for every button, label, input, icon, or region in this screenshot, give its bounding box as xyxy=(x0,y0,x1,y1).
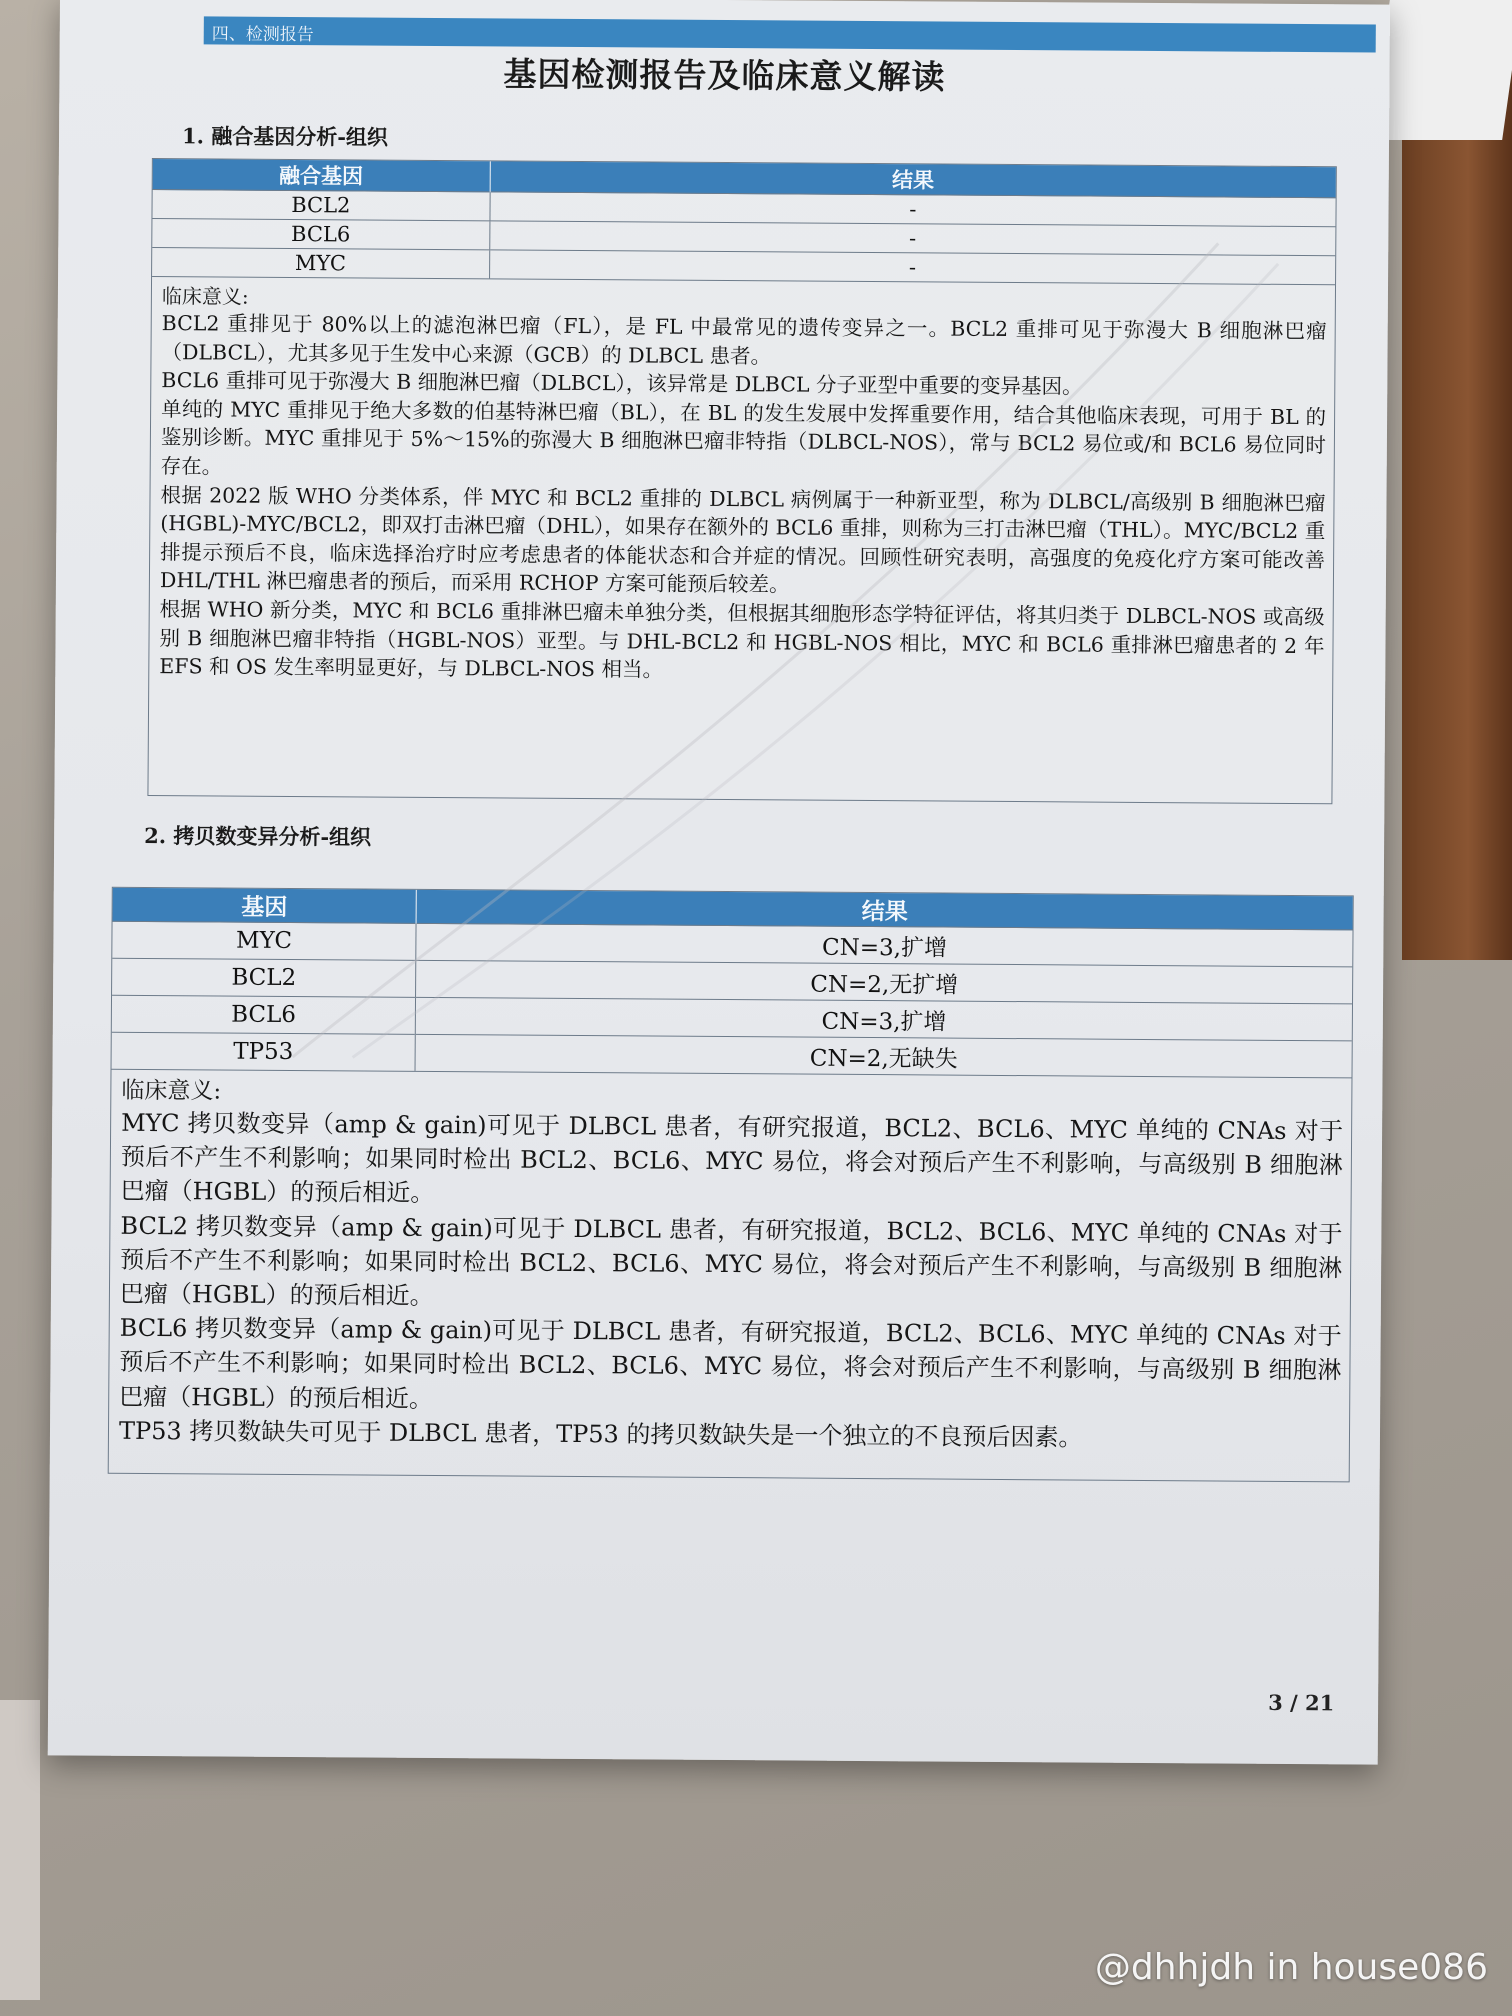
photo-credit: @dhhjdh in house086 xyxy=(1094,1947,1488,1988)
cnv-heading: 2. 拷贝数变异分析-组织 xyxy=(144,822,372,850)
page-content xyxy=(88,0,1350,1764)
page-number: 3 / 21 xyxy=(1268,1689,1335,1716)
result-cell: - xyxy=(489,250,1335,284)
fusion-section-box xyxy=(147,158,1336,804)
gene-cell: BCL6 xyxy=(152,219,489,250)
section-label: 四、检测报告 xyxy=(211,24,314,46)
gene-cell: BCL6 xyxy=(112,995,416,1034)
cnv-table xyxy=(112,888,1353,1078)
fusion-heading: 1. 融合基因分析-组织 xyxy=(181,123,389,150)
shoe-corner xyxy=(0,1700,40,2000)
paragraph: BCL2 重排见于 80%以上的滤泡淋巴瘤（FL），是 FL 中最常见的遗传变异之一。BCL2 重排可见于弥漫大 B 细胞淋巴瘤（DLBCL），尤其多见于生发中心来源（GCB）的 DLBCL 患者。 xyxy=(161,311,1327,368)
gene-cell: MYC xyxy=(112,921,416,960)
column-header-gene: 基因 xyxy=(113,888,417,924)
result-cell: CN=3,扩增 xyxy=(416,923,1352,967)
gene-cell: BCL2 xyxy=(112,958,416,997)
result-cell: CN=3,扩增 xyxy=(416,997,1352,1041)
paragraph: MYC 拷贝数变异（amp & gain)可见于 DLBCL 患者，有研究报道，BCL2、BCL6、MYC 单纯的 CNAs 对于预后不产生不利影响；如果同时检出 BCL2、BCL6、MYC 易位，将会对预后产生不利影响，与高级别 B 细胞淋巴瘤（HGBL）的预后相近。 xyxy=(120,1108,1344,1208)
wooden-table-edge xyxy=(1402,60,1512,960)
result-cell: CN=2,无扩增 xyxy=(416,960,1352,1004)
significance-label: 临床意义: xyxy=(121,1077,222,1105)
significance-label: 临床意义: xyxy=(161,284,249,309)
column-header-result: 结果 xyxy=(490,161,1336,197)
page-title: 基因检测报告及临床意义解读 xyxy=(503,54,946,97)
fusion-table xyxy=(152,159,1336,284)
paragraph: BCL6 重排可见于弥漫大 B 细胞淋巴瘤（DLBCL），该异常是 DLBCL 分子亚型中重要的变异基因。 xyxy=(161,368,1083,399)
report-page xyxy=(48,0,1390,1765)
cnv-section-box xyxy=(108,887,1354,1483)
column-header-gene: 融合基因 xyxy=(153,159,490,192)
result-cell: CN=2,无缺失 xyxy=(415,1034,1351,1077)
gene-cell: MYC xyxy=(152,248,489,279)
gene-cell: BCL2 xyxy=(152,190,489,221)
paragraph: TP53 拷贝数缺失可见于 DLBCL 患者，TP53 的拷贝数缺失是一个独立的不良预后因素。 xyxy=(118,1416,1083,1452)
column-header-result: 结果 xyxy=(416,890,1352,930)
cnv-clinical-significance xyxy=(109,1069,1352,1463)
paragraph: BCL2 拷贝数变异（amp & gain)可见于 DLBCL 患者，有研究报道，BCL2、BCL6、MYC 单纯的 CNAs 对于预后不产生不利影响；如果同时检出 BCL2、BCL6、MYC 易位，将会对预后产生不利影响，与高级别 B 细胞淋巴瘤（HGBL）的预后相近。 xyxy=(119,1211,1343,1311)
paragraph: 根据 WHO 新分类，MYC 和 BCL6 重排淋巴瘤未单独分类，但根据其细胞形态学特征评估，将其归类于 DLBCL-NOS 或高级别 B 细胞淋巴瘤非特指（HGBL-NOS）亚型。与 DHL-BCL2 和 HGBL-NOS 相比，MYC 和 BCL6 重排淋巴瘤患者的 2 年 EFS 和 OS 发生率明显更好，与 DLBCL-NOS 相当。 xyxy=(159,597,1325,682)
paragraph: 单纯的 MYC 重排见于绝大多数的伯基特淋巴瘤（BL），在 BL 的发生发展中发挥重要作用，结合其他临床表现，可用于 BL 的鉴别诊断。MYC 重排见于 5%～15%的弥漫大 B 细胞淋巴瘤非特指（DLBCL-NOS），常与 BCL2 易位或/和 BCL6 易位同时存在。 xyxy=(160,396,1327,479)
result-cell: - xyxy=(490,192,1336,227)
paragraph: BCL6 拷贝数变异（amp & gain)可见于 DLBCL 患者，有研究报道，BCL2、BCL6、MYC 单纯的 CNAs 对于预后不产生不利影响；如果同时检出 BCL2、BCL6、MYC 易位，将会对预后产生不利影响，与高级别 B 细胞淋巴瘤（HGBL）的预后相近。 xyxy=(119,1314,1342,1413)
paper-sheet-behind xyxy=(1370,0,1512,140)
fusion-clinical-significance xyxy=(149,276,1335,695)
paragraph: 根据 2022 版 WHO 分类体系，伴 MYC 和 BCL2 重排的 DLBCL 病例属于一种新亚型，称为 DLBCL/高级别 B 细胞淋巴瘤(HGBL)-MYC/BCL2，即双打击淋巴瘤（DHL），如果存在额外的 BCL6 重排，则称为三打击淋巴瘤（THL）。MYC/BCL2 重排提示预后不良，临床选择治疗时应考虑患者的体能状态和合并症的情况。回顾性研究表明，高强度的免疫化疗方案可能改善 DHL/THL 淋巴瘤患者的预后，而采用 RCHOP 方案可能预后较差。 xyxy=(159,482,1326,597)
gene-cell: TP53 xyxy=(112,1032,416,1071)
result-cell: - xyxy=(489,221,1335,256)
